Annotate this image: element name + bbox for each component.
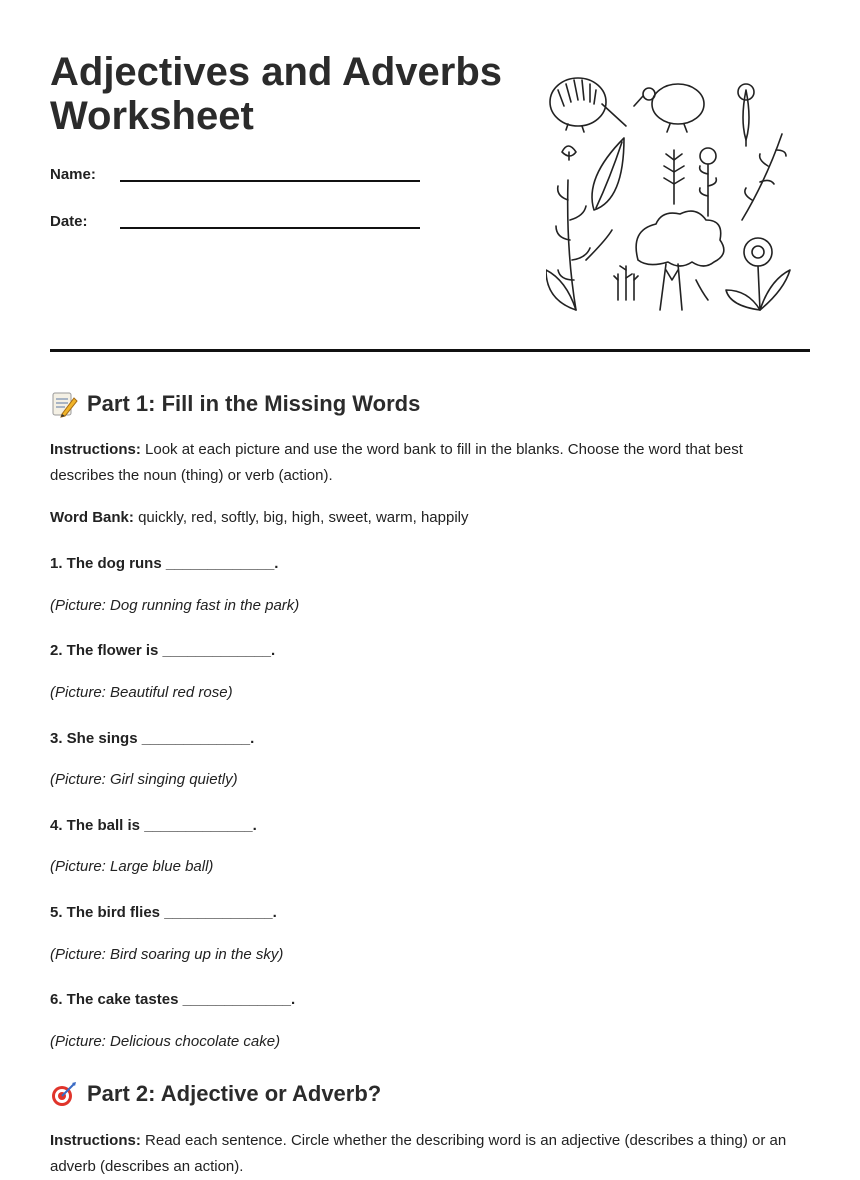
memo-pencil-icon — [50, 390, 78, 418]
kiwi-plants-illustration — [546, 70, 796, 315]
part1-heading — [50, 390, 420, 418]
part2-instructions-text: Read each sentence. Circle whether the describing word is an adjective (describes a thing) or an adverb (describes an action). — [50, 1132, 787, 1175]
bud-flower-icon — [738, 84, 754, 146]
name-line — [120, 180, 420, 182]
part2-instructions-label: Instructions: — [50, 1132, 141, 1149]
word-bank — [50, 505, 810, 531]
tree-icon — [636, 211, 724, 310]
question-2: 2. The flower is _____________. — [50, 642, 276, 659]
part1-instructions-text: Look at each picture and use the word bank to fill in the blanks. Choose the word that best describes the noun (thing) or verb (action). — [50, 441, 743, 484]
dart-target-icon — [50, 1080, 78, 1108]
question-3-picture: (Picture: Girl singing quietly) — [50, 771, 238, 788]
part1-heading-text: Part 1: Fill in the Missing Words — [87, 391, 421, 416]
part2-heading-text: Part 2: Adjective or Adverb? — [87, 1081, 382, 1106]
kiwi-bird-right-icon — [634, 84, 704, 132]
daisy-flower-icon — [726, 238, 790, 310]
part1-instructions — [50, 437, 810, 489]
question-1-picture: (Picture: Dog running fast in the park) — [50, 597, 300, 614]
flowering-branch-icon — [546, 180, 612, 310]
small-shrub-icon — [614, 266, 638, 300]
vine-sprig-icon — [742, 134, 786, 220]
small-leaf-icon — [562, 146, 576, 160]
date-line — [120, 227, 420, 229]
name-label: Name: — [50, 166, 96, 183]
word-bank-text: quickly, red, softly, big, high, sweet, warm, happily — [138, 509, 469, 526]
question-4: 4. The ball is _____________. — [50, 817, 257, 834]
feather-leaf-icon — [696, 280, 708, 300]
large-leaf-icon — [592, 138, 624, 210]
question-3: 3. She sings _____________. — [50, 730, 255, 747]
question-2-picture: (Picture: Beautiful red rose) — [50, 684, 233, 701]
date-label: Date: — [50, 213, 88, 230]
date-field — [50, 213, 88, 230]
question-1: 1. The dog runs _____________. — [50, 555, 279, 572]
fern-sprig-icon — [664, 150, 684, 204]
page-title: Adjectives and Adverbs Worksheet — [50, 50, 503, 138]
question-5: 5. The bird flies _____________. — [50, 904, 277, 921]
name-field — [50, 166, 96, 183]
question-5-picture: (Picture: Bird soaring up in the sky) — [50, 946, 284, 963]
word-bank-label: Word Bank: — [50, 509, 134, 526]
header-divider — [50, 349, 810, 352]
part2-instructions — [50, 1128, 810, 1180]
question-4-picture: (Picture: Large blue ball) — [50, 858, 214, 875]
kiwi-bird-left-icon — [550, 78, 626, 132]
part2-heading — [50, 1080, 381, 1108]
question-6-picture: (Picture: Delicious chocolate cake) — [50, 1033, 281, 1050]
part1-instructions-label: Instructions: — [50, 441, 141, 458]
question-6: 6. The cake tastes _____________. — [50, 991, 296, 1008]
flower-stalk-icon — [700, 148, 717, 216]
